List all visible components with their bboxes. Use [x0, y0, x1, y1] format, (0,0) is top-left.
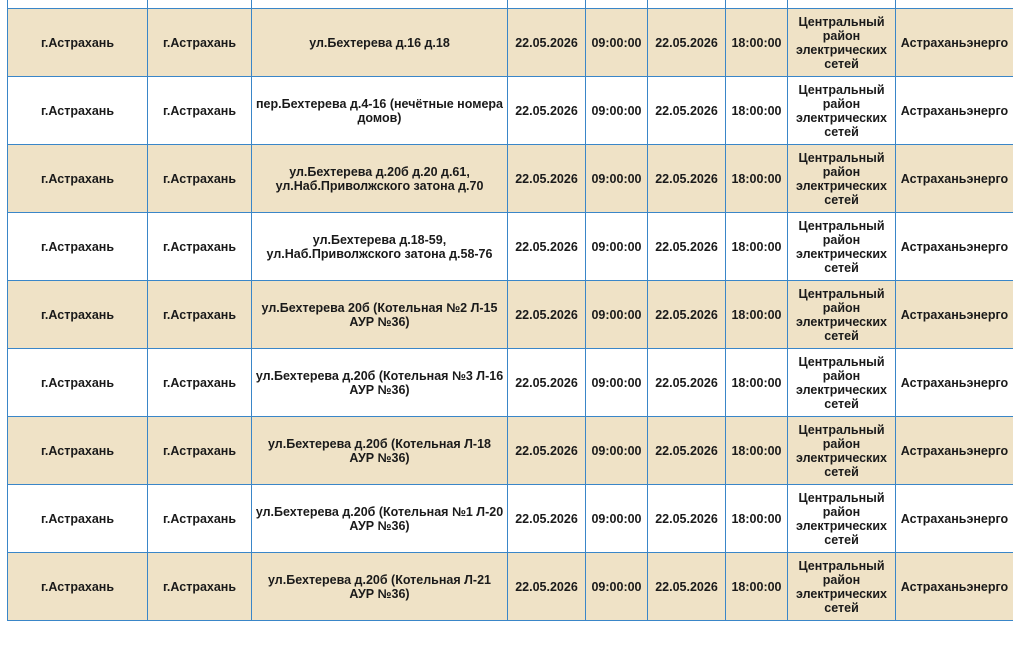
outage-table-container — [7, 0, 1013, 646]
cell-end-date: 22.05.2026 — [648, 281, 726, 349]
cell-start-date: 22.05.2026 — [508, 77, 586, 145]
cell-address: ул.Бехтерева д.20б (Котельная Л-21 АУР №36) — [252, 553, 508, 621]
cell-region: г.Астрахань — [8, 213, 148, 281]
cell-end-date: 22.05.2026 — [648, 9, 726, 77]
cell-region: г.Астрахань — [8, 281, 148, 349]
cell-organization: Астраханьэнерго — [896, 553, 1014, 621]
cell-settlement: г.Астрахань — [148, 145, 252, 213]
cell-start-time: 09:00:00 — [586, 213, 648, 281]
cell-end-time-partial — [726, 0, 788, 9]
table-row — [8, 349, 1014, 417]
cell-end-date: 22.05.2026 — [648, 349, 726, 417]
cell-organization: Астраханьэнерго — [896, 485, 1014, 553]
cell-start-date: 22.05.2026 — [508, 349, 586, 417]
cell-settlement-partial — [148, 0, 252, 9]
cell-start-time: 09:00:00 — [586, 553, 648, 621]
outage-table — [7, 0, 1013, 621]
cell-address: ул.Бехтерева 20б (Котельная №2 Л-15 АУР №36) — [252, 281, 508, 349]
table-row — [8, 485, 1014, 553]
cell-end-time: 18:00:00 — [726, 77, 788, 145]
table-row — [8, 145, 1014, 213]
cell-start-date: 22.05.2026 — [508, 9, 586, 77]
cell-end-time: 18:00:00 — [726, 553, 788, 621]
table-row-partial — [8, 0, 1014, 9]
cell-address: ул.Бехтерева д.20б д.20 д.61, ул.Наб.Приволжского затона д.70 — [252, 145, 508, 213]
cell-address: ул.Бехтерева д.20б (Котельная №3 Л-16 АУР №36) — [252, 349, 508, 417]
cell-network-unit: Центральный район электрических сетей — [788, 485, 896, 553]
cell-end-time: 18:00:00 — [726, 349, 788, 417]
cell-end-date: 22.05.2026 — [648, 77, 726, 145]
cell-region: г.Астрахань — [8, 485, 148, 553]
table-row — [8, 9, 1014, 77]
cell-address-partial — [252, 0, 508, 9]
cell-start-date: 22.05.2026 — [508, 145, 586, 213]
cell-start-time: 09:00:00 — [586, 485, 648, 553]
cell-organization: Астраханьэнерго — [896, 9, 1014, 77]
table-row — [8, 417, 1014, 485]
cell-start-time: 09:00:00 — [586, 349, 648, 417]
cell-end-time: 18:00:00 — [726, 485, 788, 553]
cell-end-date-partial — [648, 0, 726, 9]
cell-address: ул.Бехтерева д.20б (Котельная №1 Л-20 АУР №36) — [252, 485, 508, 553]
cell-network-unit: Центральный район электрических сетей — [788, 77, 896, 145]
cell-network-unit: Центральный район электрических сетей — [788, 281, 896, 349]
cell-start-time: 09:00:00 — [586, 9, 648, 77]
cell-address: пер.Бехтерева д.4-16 (нечётные номера домов) — [252, 77, 508, 145]
cell-region: г.Астрахань — [8, 417, 148, 485]
cell-network-unit: Центральный район электрических сетей — [788, 145, 896, 213]
cell-organization: Астраханьэнерго — [896, 213, 1014, 281]
cell-region: г.Астрахань — [8, 9, 148, 77]
cell-end-date: 22.05.2026 — [648, 485, 726, 553]
cell-settlement: г.Астрахань — [148, 213, 252, 281]
cell-network-unit-partial — [788, 0, 896, 9]
cell-organization: Астраханьэнерго — [896, 417, 1014, 485]
cell-region: г.Астрахань — [8, 77, 148, 145]
cell-end-time: 18:00:00 — [726, 281, 788, 349]
cell-start-date: 22.05.2026 — [508, 485, 586, 553]
cell-end-date: 22.05.2026 — [648, 145, 726, 213]
cell-network-unit: Центральный район электрических сетей — [788, 349, 896, 417]
table-row — [8, 213, 1014, 281]
cell-start-date: 22.05.2026 — [508, 553, 586, 621]
cell-region: г.Астрахань — [8, 145, 148, 213]
cell-address: ул.Бехтерева д.18-59, ул.Наб.Приволжского затона д.58-76 — [252, 213, 508, 281]
cell-organization: Астраханьэнерго — [896, 281, 1014, 349]
cell-end-time: 18:00:00 — [726, 213, 788, 281]
cell-network-unit: Центральный район электрических сетей — [788, 553, 896, 621]
cell-network-unit: Центральный район электрических сетей — [788, 213, 896, 281]
cell-end-date: 22.05.2026 — [648, 553, 726, 621]
cell-settlement: г.Астрахань — [148, 9, 252, 77]
cell-organization: Астраханьэнерго — [896, 77, 1014, 145]
cell-end-time: 18:00:00 — [726, 417, 788, 485]
cell-start-date-partial — [508, 0, 586, 9]
table-body — [8, 0, 1014, 621]
cell-start-date: 22.05.2026 — [508, 281, 586, 349]
cell-organization: Астраханьэнерго — [896, 349, 1014, 417]
cell-network-unit: Центральный район электрических сетей — [788, 9, 896, 77]
cell-organization-partial — [896, 0, 1014, 9]
table-row — [8, 281, 1014, 349]
cell-end-time: 18:00:00 — [726, 145, 788, 213]
cell-end-date: 22.05.2026 — [648, 417, 726, 485]
cell-settlement: г.Астрахань — [148, 349, 252, 417]
cell-organization: Астраханьэнерго — [896, 145, 1014, 213]
page-bottom-margin — [0, 636, 1024, 646]
cell-start-date: 22.05.2026 — [508, 417, 586, 485]
cell-settlement: г.Астрахань — [148, 417, 252, 485]
cell-address: ул.Бехтерева д.16 д.18 — [252, 9, 508, 77]
table-row — [8, 553, 1014, 621]
cell-start-time: 09:00:00 — [586, 281, 648, 349]
cell-settlement: г.Астрахань — [148, 281, 252, 349]
cell-settlement: г.Астрахань — [148, 77, 252, 145]
cell-start-time-partial — [586, 0, 648, 9]
cell-network-unit: Центральный район электрических сетей — [788, 417, 896, 485]
cell-start-time: 09:00:00 — [586, 417, 648, 485]
cell-start-time: 09:00:00 — [586, 145, 648, 213]
cell-settlement: г.Астрахань — [148, 553, 252, 621]
cell-end-time: 18:00:00 — [726, 9, 788, 77]
cell-start-date: 22.05.2026 — [508, 213, 586, 281]
cell-region-partial — [8, 0, 148, 9]
cell-address: ул.Бехтерева д.20б (Котельная Л-18 АУР №36) — [252, 417, 508, 485]
cell-settlement: г.Астрахань — [148, 485, 252, 553]
cell-end-date: 22.05.2026 — [648, 213, 726, 281]
cell-start-time: 09:00:00 — [586, 77, 648, 145]
cell-region: г.Астрахань — [8, 349, 148, 417]
cell-region: г.Астрахань — [8, 553, 148, 621]
table-row — [8, 77, 1014, 145]
